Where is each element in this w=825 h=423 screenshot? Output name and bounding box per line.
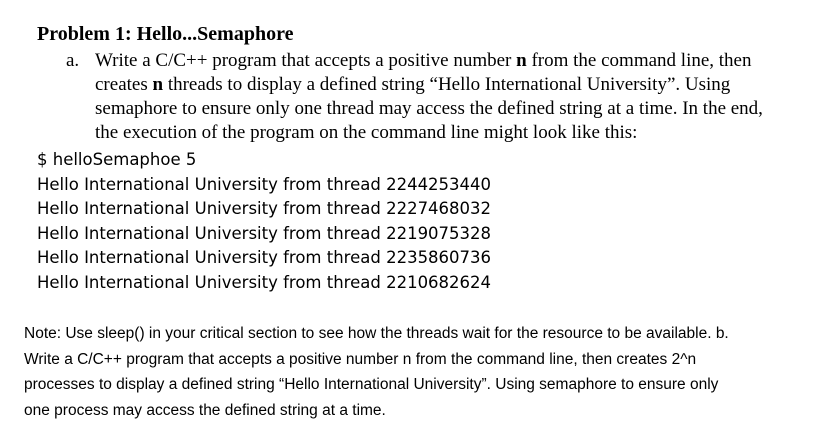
item-a-marker: a. xyxy=(66,49,79,73)
console-example xyxy=(37,148,491,295)
item-a-line: Write a C/C++ program that accepts a positive number n from the command line, then xyxy=(95,49,763,73)
console-output-line: Hello International University from thread 2219075328 xyxy=(37,222,491,247)
console-output-line: Hello International University from thread 2235860736 xyxy=(37,246,491,271)
item-a-line: creates n threads to display a defined string “Hello International University”. Using xyxy=(95,73,763,97)
console-output-line: Hello International University from thread 2210682624 xyxy=(37,271,491,296)
item-a-line: semaphore to ensure only one thread may access the defined string at a time. In the end, xyxy=(95,97,763,121)
note-paragraph xyxy=(24,321,729,423)
item-a-line: the execution of the program on the command line might look like this: xyxy=(95,121,763,145)
note-line: Write a C/C++ program that accepts a positive number n from the command line, then creates 2^n xyxy=(24,347,729,373)
note-line: processes to display a defined string “Hello International University”. Using semaphore to ensure only xyxy=(24,372,729,398)
console-command: $ helloSemaphoe 5 xyxy=(37,148,491,173)
note-line: Note: Use sleep() in your critical section to see how the threads wait for the resource to be available. b. xyxy=(24,321,729,347)
console-output-line: Hello International University from thread 2227468032 xyxy=(37,197,491,222)
note-line: one process may access the defined string at a time. xyxy=(24,398,729,423)
console-output-line: Hello International University from thread 2244253440 xyxy=(37,173,491,198)
item-a-text xyxy=(95,49,763,145)
problem-title: Problem 1: Hello...Semaphore xyxy=(37,22,293,46)
